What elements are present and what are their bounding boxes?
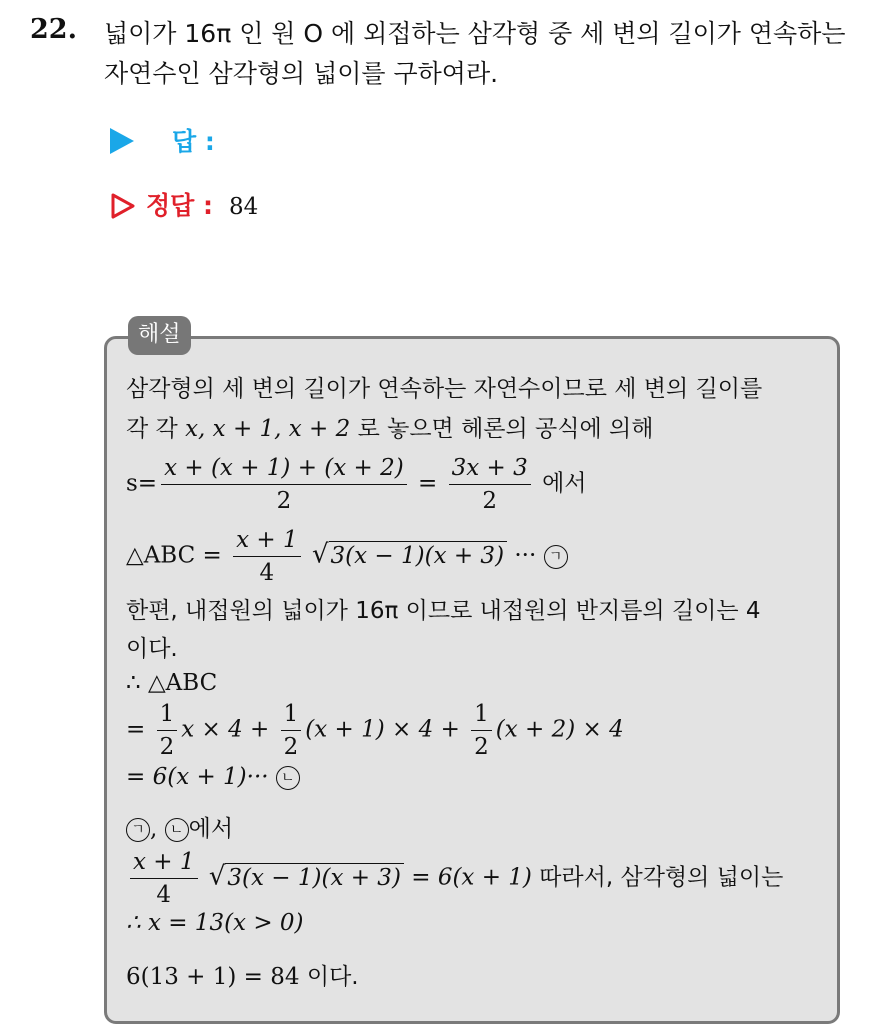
area-sum-line (126, 700, 624, 761)
fraction-s-2: $\frac{3x + 3}{2}$ (449, 454, 531, 515)
sides-expression: x, x + 1, x + 2 (185, 416, 351, 442)
sum-term-1: x × 4 + (181, 716, 270, 743)
sides-prefix: 각 각 (126, 416, 178, 442)
area-result: = 6(x + 1)··· (126, 764, 269, 790)
line-10-suffix: 에서 (188, 816, 234, 842)
sides-suffix: 로 놓으면 헤론의 공식에 의해 (357, 416, 654, 442)
question-text (104, 14, 874, 94)
equation-line (126, 848, 783, 909)
solution-line-12: ∴ x = 13(x > 0) (126, 910, 304, 936)
question-number: 22. (30, 14, 77, 45)
fraction-area: $\frac{x + 1}{4}$ (233, 526, 301, 587)
solution-tag: 해설 (128, 316, 191, 355)
radical-sign-2: √ (208, 861, 226, 892)
correct-answer-value: 84 (229, 194, 259, 220)
solution-line-13 (126, 958, 359, 991)
equation-suffix: 따라서, 삼각형의 넓이는 (539, 864, 784, 891)
fraction-s-1: $\frac{x + (x + 1) + (x + 2)}{2}$ (161, 454, 407, 515)
circled-mark-2-ref: ㄴ (165, 818, 189, 842)
answer-row (110, 122, 215, 158)
final-expression: 6(13 + 1) = 84 (126, 964, 300, 990)
correct-answer-row (110, 186, 258, 226)
sum-term-3: (x + 2) × 4 (495, 716, 624, 743)
radicand: 3(x − 1)(x + 3) (329, 541, 508, 570)
solution-line-6: 이다. (126, 636, 178, 662)
sum-term-2: (x + 1) × 4 + (305, 716, 460, 743)
area-dots: ··· (514, 542, 537, 569)
solution-line-2 (126, 410, 653, 443)
fraction-half-1: $\frac{1}{2}$ (157, 700, 178, 761)
mark-separator: , (150, 816, 158, 842)
s-suffix: 에서 (542, 470, 587, 497)
solution-line-5: 한편, 내접원의 넓이가 16π 이므로 내접원의 반지름의 길이는 4 (126, 598, 761, 624)
final-suffix: 이다. (306, 964, 359, 990)
correct-answer-label: 정답 : (146, 191, 214, 220)
solution-line-1: 삼각형의 세 변의 길이가 연속하는 자연수이므로 세 변의 길이를 (126, 376, 763, 402)
question-line-1: 넓이가 16π 인 원 O 에 외접하는 삼각형 중 세 변의 길이가 연속하는 (104, 19, 846, 48)
fraction-half-2: $\frac{1}{2}$ (281, 700, 302, 761)
solution-line-7: ∴ △ABC (126, 670, 218, 696)
question-line-2: 자연수인 삼각형의 넓이를 구하여라. (104, 59, 499, 88)
triangle-filled-icon (110, 128, 134, 154)
solution-line-10 (126, 810, 233, 843)
radicand-2: 3(x − 1)(x + 3) (225, 863, 404, 892)
answer-label: 답 : (172, 127, 215, 156)
radical-sign: √ (311, 539, 329, 570)
sum-equals: = (126, 716, 146, 743)
fraction-half-3: $\frac{1}{2}$ (471, 700, 492, 761)
area-heron-line (126, 526, 568, 587)
circled-mark-2: ㄴ (276, 766, 300, 790)
s-equals: = (418, 470, 438, 497)
circled-mark-1-ref: ㄱ (126, 818, 150, 842)
s-lhs: s= (126, 470, 158, 497)
triangle-outline-icon (110, 192, 136, 226)
equation-rhs: = 6(x + 1) (411, 864, 532, 891)
solution-line-9 (126, 764, 300, 790)
semi-perimeter-line (126, 454, 587, 515)
fraction-eq: $\frac{x + 1}{4}$ (130, 848, 198, 909)
area-lhs: △ABC = (126, 542, 222, 569)
circled-mark-1: ㄱ (544, 545, 568, 569)
